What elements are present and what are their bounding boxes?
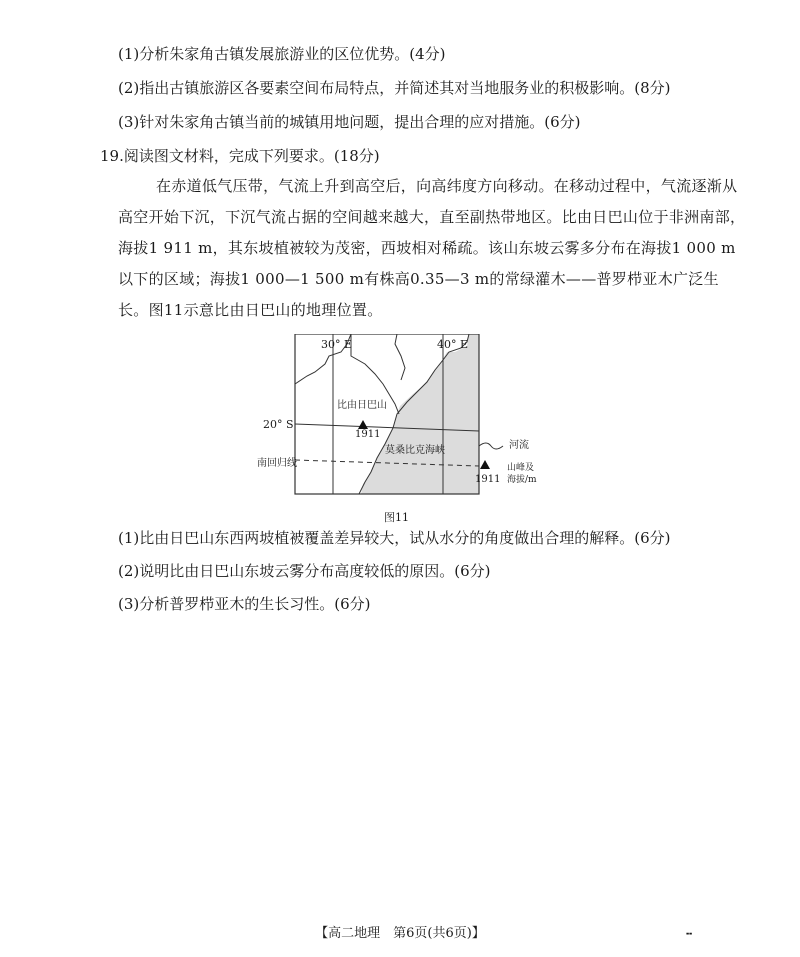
label-mountain-name: 比由日巴山 [337,400,387,411]
mountain-peak-marker [358,420,368,429]
label-40e: 40° E [437,338,469,351]
legend-peak-label-2: 海拔/m [507,475,537,485]
q19-para-line-4: 以下的区域；海拔1 000—1 500 m有株高0.35—3 m的常绿灌木——普罗栉亚木广泛生 [118,270,719,288]
page-footer: 【高二地理 第6页(共6页)】 [315,926,485,941]
figure-11-map [255,334,555,504]
figure-caption: 图11 [384,511,409,524]
q18-sub3: (3)针对朱家角古镇当前的城镇用地问题，提出合理的应对措施。(6分) [118,113,581,131]
q19-para-line-1: 在赤道低气压带，气流上升到高空后，向高纬度方向移动。在移动过程中，气流逐渐从 [156,177,738,195]
q19-para-line-2: 高空开始下沉，下沉气流占据的空间越来越大，直至副热带地区。比由日巴山位于非洲南部， [118,208,746,226]
q19-para-line-3: 海拔1 911 m，其东坡植被较为茂密，西坡相对稀疏。该山东坡云雾多分布在海拔1 000 m [118,239,736,257]
label-20s: 20° S [263,418,294,431]
label-channel: 莫桑比克海峡 [385,445,445,456]
q18-sub2: (2)指出古镇旅游区各要素空间布局特点，并简述其对当地服务业的积极影响。(8分) [118,79,671,97]
legend-river-label: 河流 [509,440,529,451]
legend-river-symbol [479,443,503,449]
q19-sub2: (2)说明比由日巴山东坡云雾分布高度较低的原因。(6分) [118,562,491,580]
q19-sub3: (3)分析普罗栉亚木的生长习性。(6分) [118,595,371,613]
label-tropic: 南回归线 [257,458,297,469]
label-mountain-elev: 1911 [355,429,381,440]
q19-sub1: (1)比由日巴山东西两坡植被覆盖差异较大，试从水分的角度做出合理的解释。(6分) [118,529,671,547]
legend-peak-elev: 1911 [475,474,501,485]
legend-peak-label-1: 山峰及 [507,463,535,473]
corner-mark: ╍ [686,929,693,940]
sea-area [361,334,479,494]
label-30e: 30° E [321,338,353,351]
q19-para-line-5: 长。图11示意比由日巴山的地理位置。 [118,301,383,319]
q19-heading: 19.阅读图文材料，完成下列要求。(18分) [100,147,380,165]
legend-peak-marker [480,460,490,469]
river-3 [395,334,405,380]
q18-sub1: (1)分析朱家角古镇发展旅游业的区位优势。(4分) [118,45,446,63]
